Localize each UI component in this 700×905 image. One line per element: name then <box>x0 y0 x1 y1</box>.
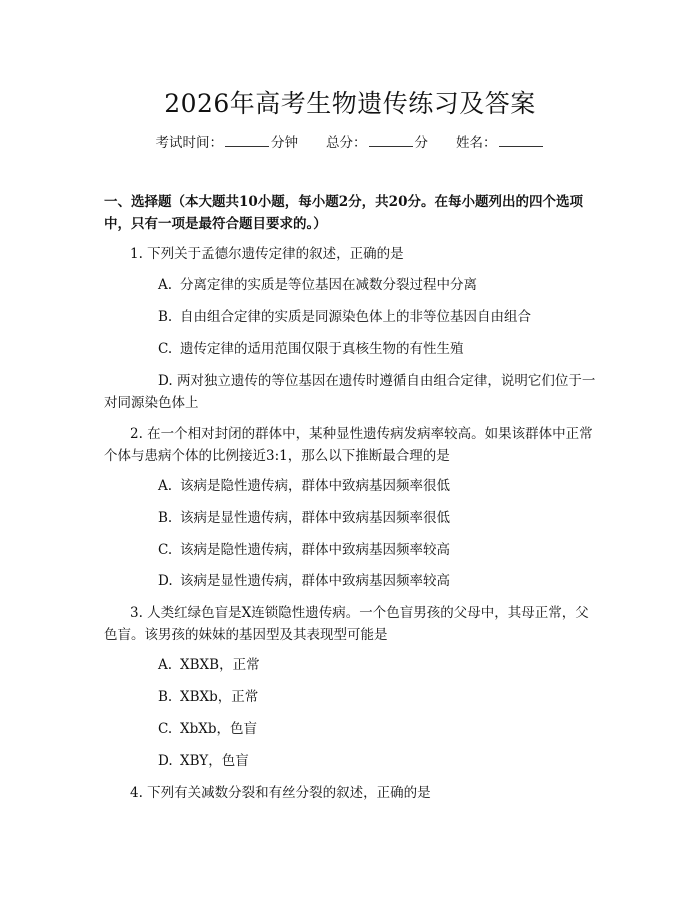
option-letter: B. <box>158 689 173 705</box>
section-heading: 一、选择题（本大题共10小题，每小题2分，共20分。在每小题列出的四个选项中，只有一项是最符合题目要求的。） <box>104 194 583 232</box>
option-item <box>158 718 257 740</box>
option-text: XBY，色盲 <box>180 753 249 769</box>
option-text: XBXB，正常 <box>180 657 260 673</box>
option-letter: C. <box>158 542 173 558</box>
question-stem: 3. 人类红绿色盲是X连锁隐性遗传病。一个色盲男孩的父母中，其母正常，父色盲。该男孩的妹妹的基因型及其表现型可能是 <box>104 605 589 643</box>
option-text: 该病是隐性遗传病，群体中致病基因频率很低 <box>180 478 450 494</box>
question-stem: 2. 在一个相对封闭的群体中，某种显性遗传病发病率较高。如果该群体中正常个体与患病个体的比例接近3:1，那么以下推断最合理的是 <box>104 426 593 464</box>
option-item <box>158 274 477 296</box>
option-letter: C. <box>158 721 173 737</box>
option-text: 自由组合定律的实质是同源染色体上的非等位基因自由组合 <box>180 309 531 325</box>
question-stem: 4. 下列有关减数分裂和有丝分裂的叙述，正确的是 <box>130 785 431 801</box>
option-item <box>158 475 450 497</box>
option-text: XBXb，正常 <box>180 689 259 705</box>
option-letter: C. <box>158 341 173 357</box>
score-unit: 分 <box>414 135 428 151</box>
option-item <box>158 306 531 328</box>
time-label: 考试时间： <box>155 135 223 151</box>
option-letter: A. <box>158 478 173 494</box>
exam-meta <box>0 131 700 151</box>
option-item <box>158 338 464 360</box>
option-item <box>158 686 258 708</box>
option-text: 该病是显性遗传病，群体中致病基因频率很低 <box>180 510 450 526</box>
score-label: 总分： <box>326 135 367 151</box>
option-text: 两对独立遗传的等位基因在遗传时遵循自由组合定律，说明它们位于一对同源染色体上 <box>104 373 596 411</box>
option-item <box>158 539 450 561</box>
time-unit: 分钟 <box>271 135 298 151</box>
option-item <box>158 507 450 529</box>
option-item <box>158 750 249 772</box>
question-stem: 1. 下列关于孟德尔遗传定律的叙述，正确的是 <box>130 246 404 262</box>
option-text: 遗传定律的适用范围仅限于真核生物的有性生殖 <box>180 341 464 357</box>
score-blank <box>369 134 413 147</box>
page-title: 2026年高考生物遗传练习及答案 <box>164 89 536 118</box>
option-letter: D. <box>158 573 173 589</box>
option-letter: A. <box>158 657 173 673</box>
option-letter: D. <box>158 753 173 769</box>
option-item <box>158 654 260 676</box>
option-text: 该病是隐性遗传病，群体中致病基因频率较高 <box>180 542 450 558</box>
option-text: XbXb，色盲 <box>180 721 258 737</box>
option-text: 该病是显性遗传病，群体中致病基因频率较高 <box>180 573 450 589</box>
name-blank <box>499 134 543 147</box>
name-label: 姓名： <box>456 135 497 151</box>
option-letter: D. <box>158 373 173 389</box>
option-text: 分离定律的实质是等位基因在减数分裂过程中分离 <box>180 277 477 293</box>
option-item <box>158 570 450 592</box>
option-letter: A. <box>158 277 173 293</box>
option-item <box>104 370 596 414</box>
time-blank <box>225 134 269 147</box>
option-letter: B. <box>158 309 173 325</box>
option-letter: B. <box>158 510 173 526</box>
